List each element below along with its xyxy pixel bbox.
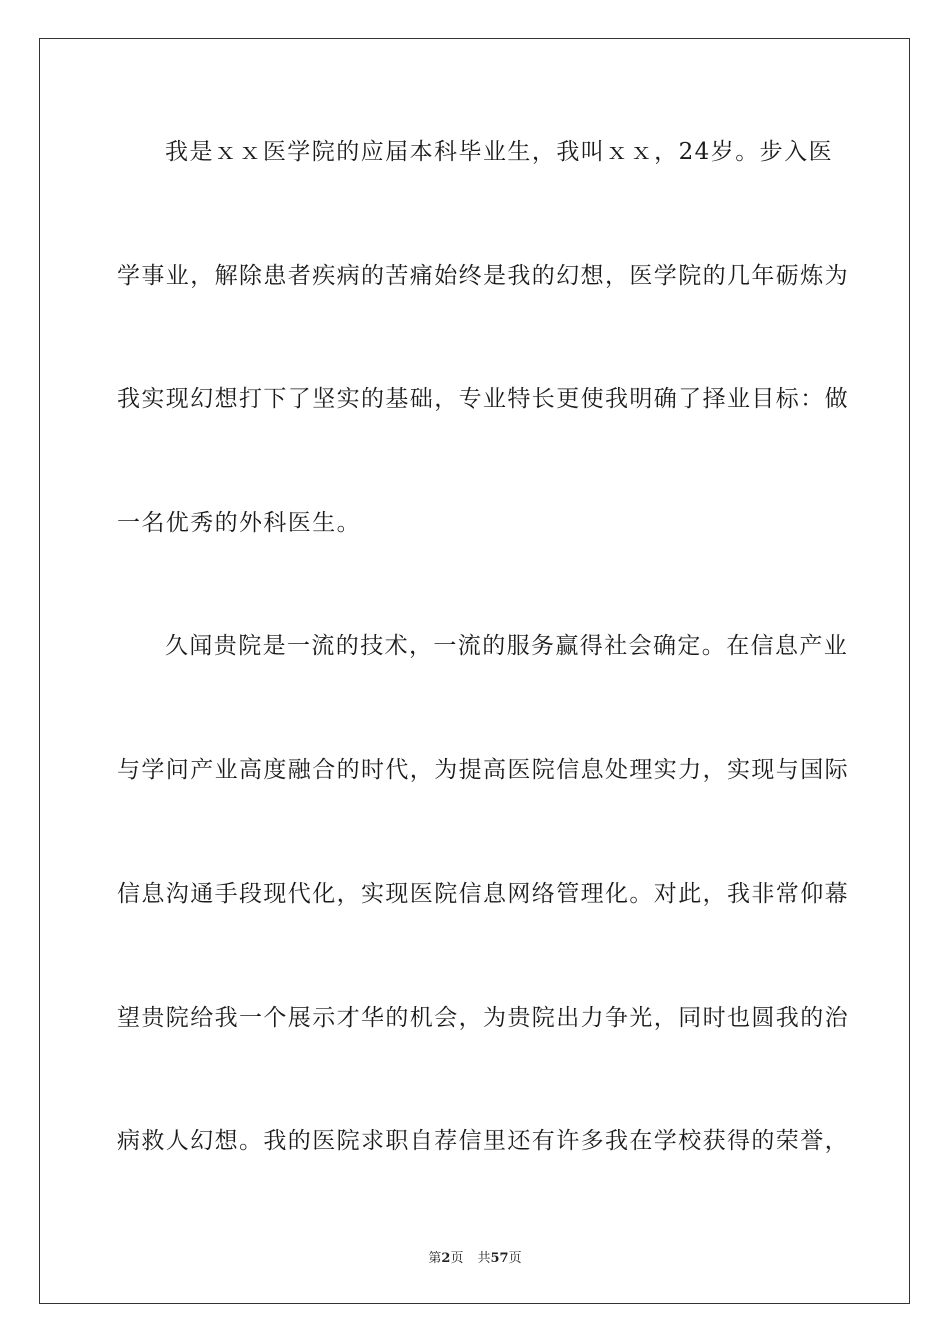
text-line: 一名优秀的外科医生。 bbox=[117, 510, 361, 536]
footer-page-number: 2 bbox=[441, 1251, 451, 1266]
text-line: 我是ｘｘ医学院的应届本科毕业生，我叫ｘｘ，24岁。步入医 bbox=[165, 139, 833, 165]
page-footer bbox=[0, 1247, 950, 1266]
footer-page-suffix: 页 bbox=[450, 1251, 464, 1266]
text-line: 信息沟通手段现代化，实现医院信息网络管理化。对此，我非常仰幕 bbox=[117, 881, 849, 907]
text-line: 学事业，解除患者疾病的苦痛始终是我的幻想，医学院的几年砺炼为 bbox=[117, 263, 849, 289]
footer-page-prefix: 第 bbox=[428, 1251, 442, 1266]
text-line: 与学问产业高度融合的时代，为提高医院信息处理实力，实现与国际 bbox=[117, 757, 849, 783]
text-line: 久闻贵院是一流的技术，一流的服务赢得社会确定。在信息产业 bbox=[165, 633, 849, 659]
footer-total-suffix: 页 bbox=[508, 1251, 522, 1266]
page-border bbox=[39, 38, 910, 1304]
text-line: 望贵院给我一个展示才华的机会，为贵院出力争光，同时也圆我的治 bbox=[117, 1005, 849, 1031]
text-line: 我实现幻想打下了坚实的基础，专业特长更使我明确了择业目标：做 bbox=[117, 386, 849, 412]
text-line: 病救人幻想。我的医院求职自荐信里还有许多我在学校获得的荣誉， bbox=[117, 1128, 849, 1154]
footer-total-pages: 57 bbox=[490, 1251, 509, 1266]
footer-total-prefix: 共 bbox=[477, 1251, 491, 1266]
